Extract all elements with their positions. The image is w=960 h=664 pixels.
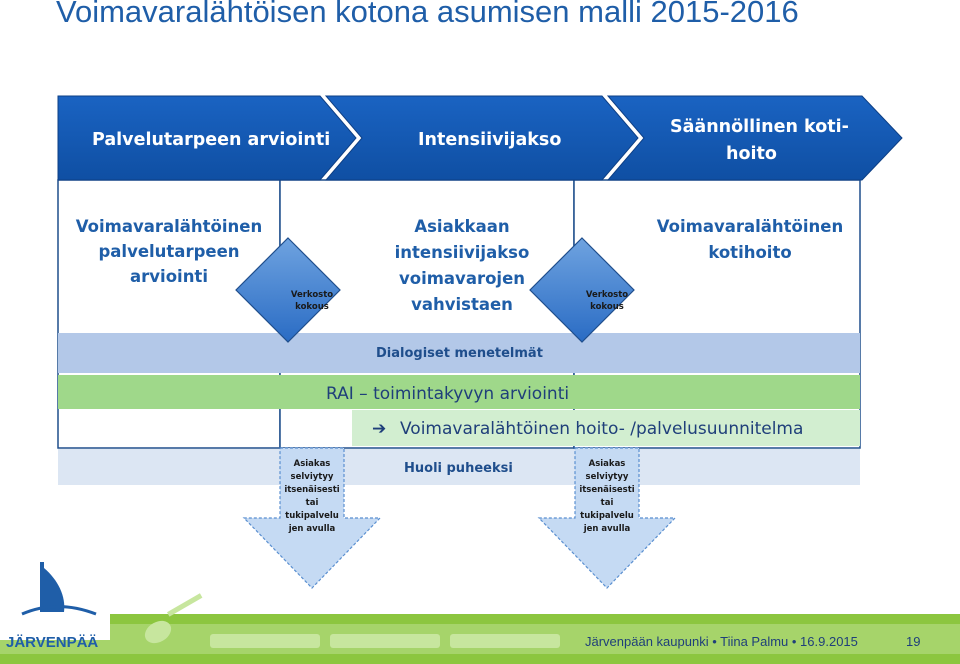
phase-header-3-label-line1: Säännöllinen koti-: [670, 117, 849, 137]
svg-text:Asiakas: Asiakas: [293, 459, 331, 469]
svg-text:tukipalvelu: tukipalvelu: [285, 511, 339, 521]
verkosto-diamond-2-line2: kokous: [590, 302, 624, 312]
svg-text:jen avulla: jen avulla: [583, 524, 631, 534]
rai-label: RAI – toimintakyvyn arviointi: [326, 384, 570, 404]
svg-text:itsenäisesti: itsenäisesti: [579, 485, 635, 495]
phase-2-body-line2: intensiivijakso: [394, 243, 530, 262]
suunnitelma-label: Voimavaralähtöinen hoito- /palvelusuunnitelma: [400, 419, 804, 439]
svg-text:tukipalvelu: tukipalvelu: [580, 511, 634, 521]
phase-1-body-line3: arviointi: [130, 267, 208, 286]
svg-text:tai: tai: [600, 498, 614, 508]
page-number: 19: [906, 634, 921, 649]
phase-2-body-line4: vahvistaen: [411, 295, 513, 314]
logo-text: JÄRVENPÄÄ: [6, 634, 99, 651]
phase-2-body-line3: voimavarojen: [398, 269, 526, 288]
verkosto-diamond-1-line2: kokous: [295, 302, 329, 312]
verkosto-diamond-2-line1: Verkosto: [585, 290, 629, 300]
phase-1-body-line2: palvelutarpeen: [98, 242, 240, 261]
phase-2-body-line1: Asiakkaan: [414, 217, 510, 236]
footer-info: Järvenpään kaupunki • Tiina Palmu • 16.9.2015: [585, 634, 858, 649]
svg-text:tai: tai: [305, 498, 319, 508]
phase-3-body-line2: kotihoito: [708, 243, 792, 262]
page-title: Voimavaralähtöisen kotona asumisen malli 2015-2016: [56, 0, 799, 29]
phase-header-2-label: Intensiivijakso: [418, 130, 562, 150]
jarvenpaa-logo-icon: [0, 562, 110, 640]
phase-1-body-line1: Voimavaralähtöinen: [75, 217, 263, 236]
svg-text:jen avulla: jen avulla: [288, 524, 336, 534]
phase-header-3: [608, 96, 902, 180]
phase-header-3-label-line2: hoito: [726, 144, 777, 164]
footer-train-pattern: [210, 634, 560, 648]
svg-text:selviytyy: selviytyy: [290, 472, 334, 482]
svg-text:selviytyy: selviytyy: [585, 472, 629, 482]
svg-text:itsenäisesti: itsenäisesti: [284, 485, 340, 495]
dialogiset-label: Dialogiset menetelmät: [376, 346, 543, 361]
phase-3-body-line1: Voimavaralähtöinen: [656, 217, 844, 236]
svg-text:Asiakas: Asiakas: [588, 459, 626, 469]
suunnitelma-arrow-icon: ➔: [372, 419, 387, 439]
huoli-label: Huoli puheeksi: [404, 461, 513, 476]
phase-header-1-label: Palvelutarpeen arviointi: [92, 130, 331, 150]
verkosto-diamond-1-line1: Verkosto: [290, 290, 334, 300]
